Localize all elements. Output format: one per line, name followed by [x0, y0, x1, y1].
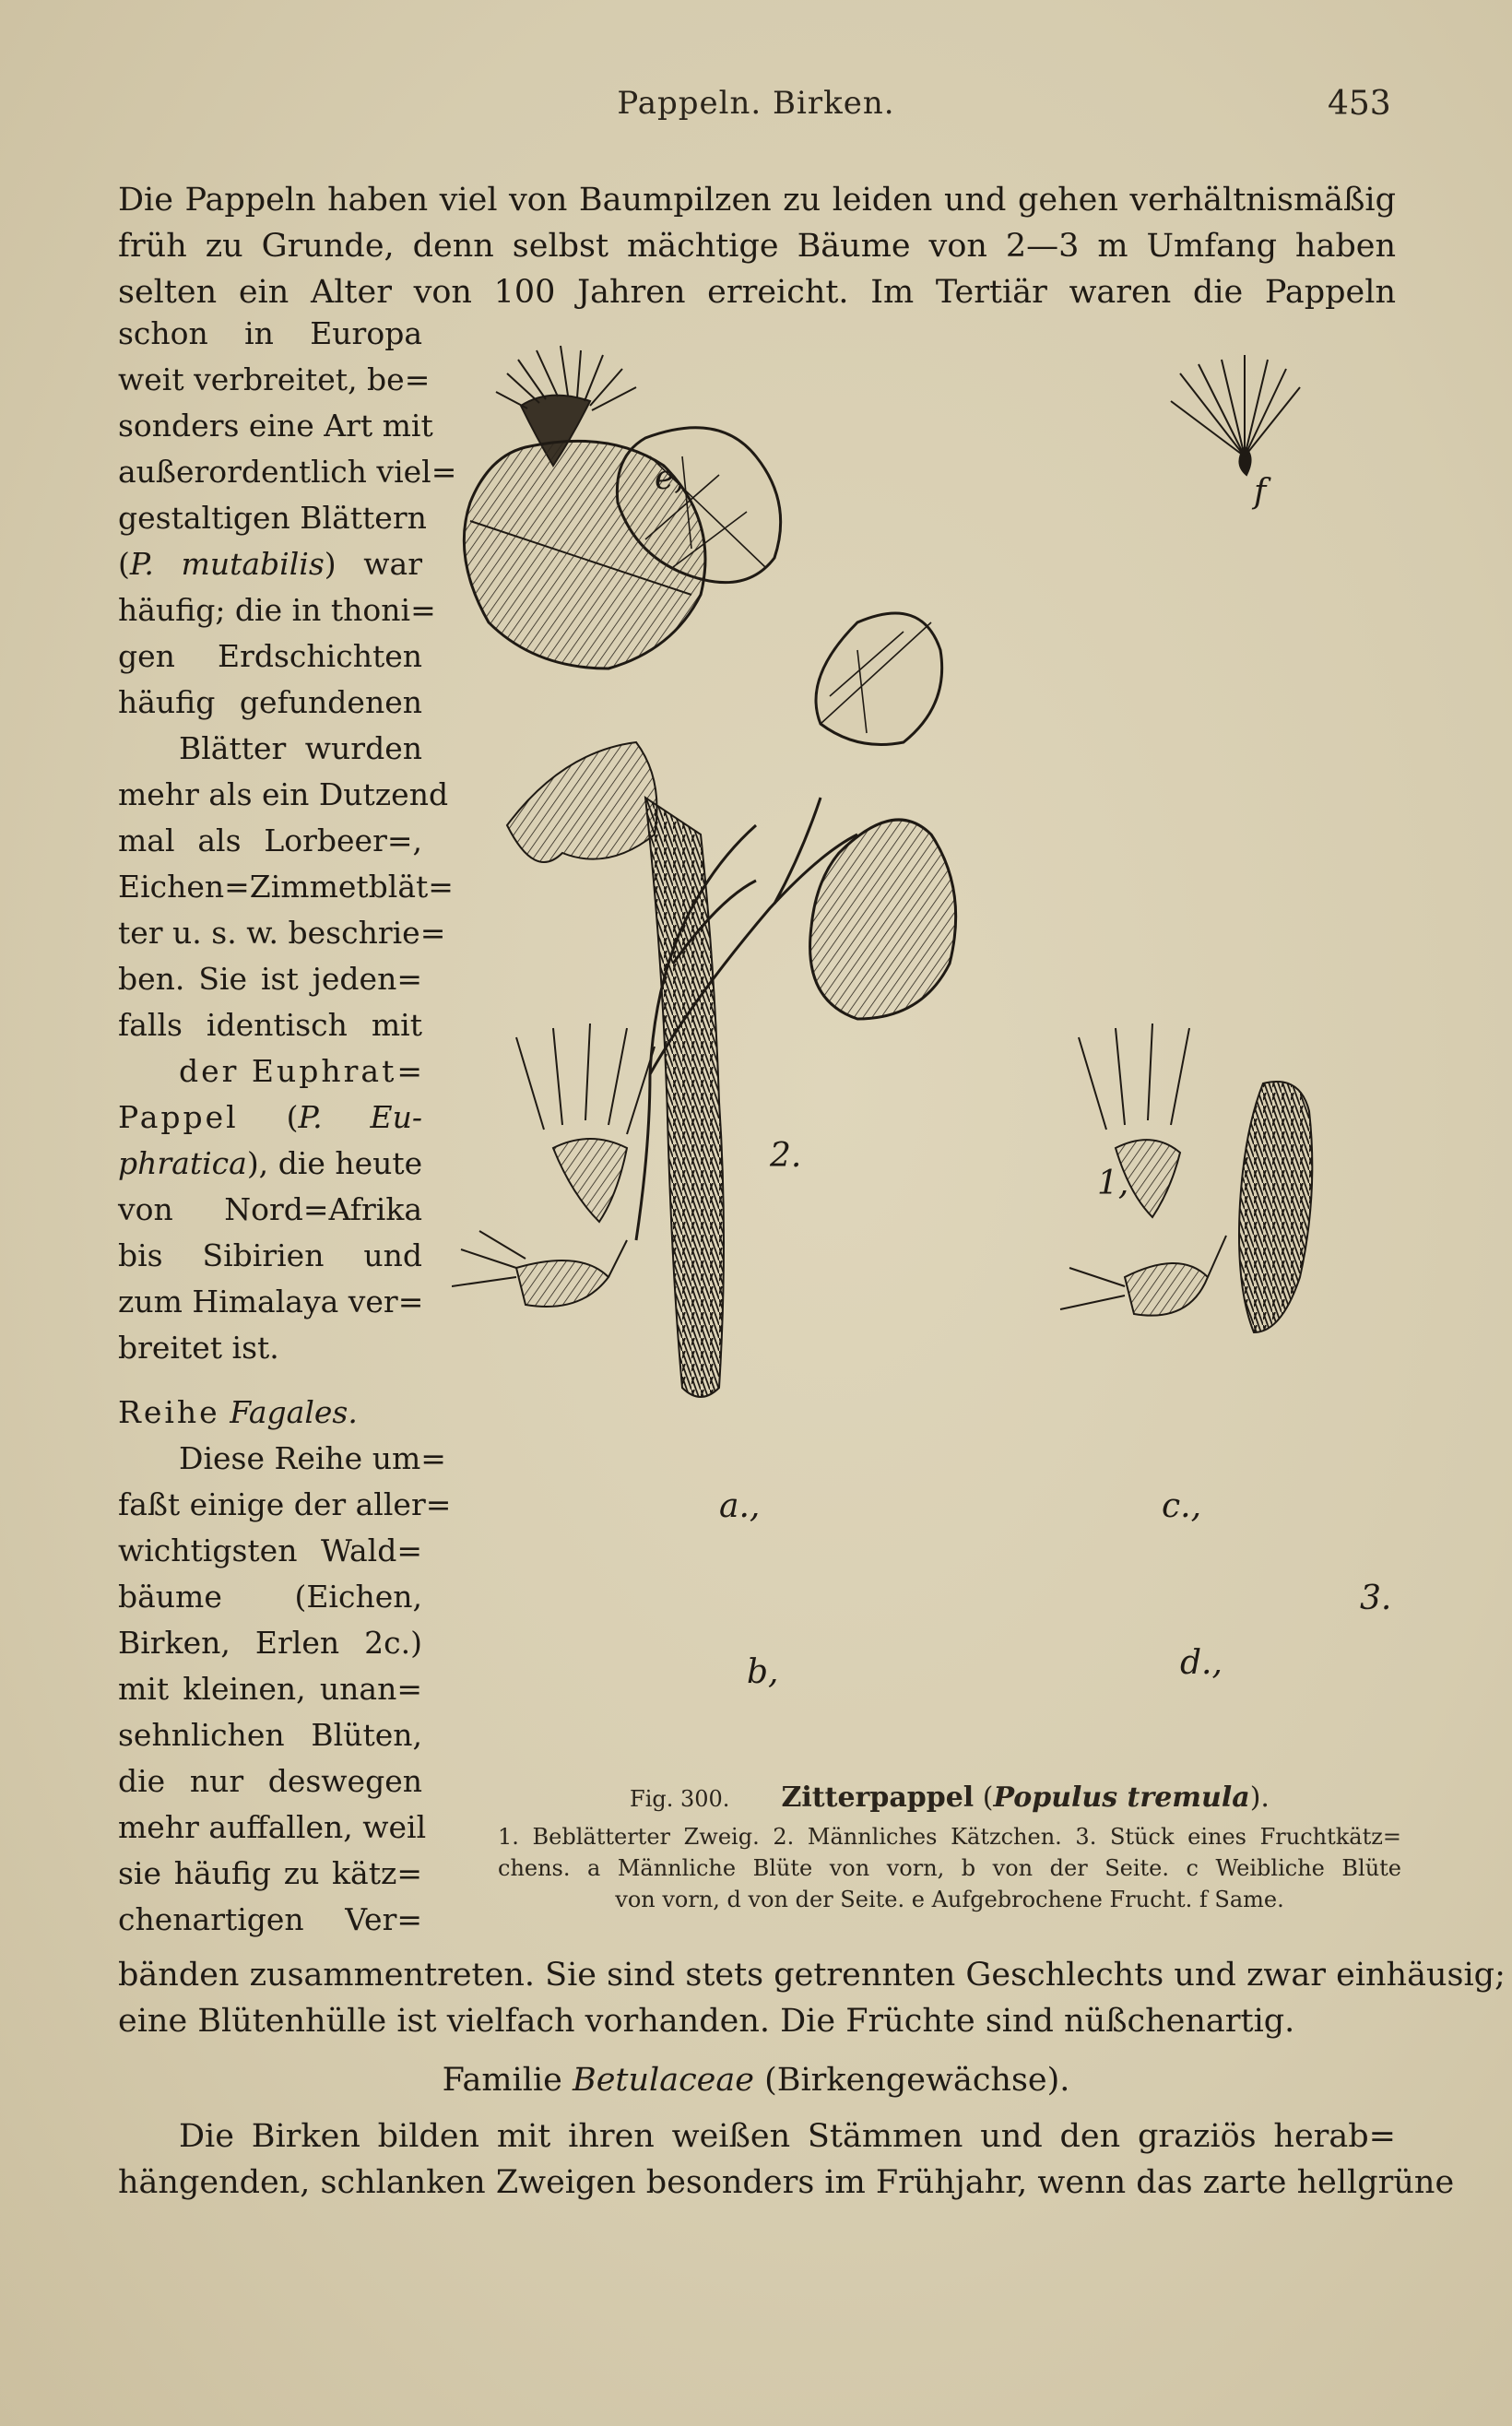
- final-line-1: Die Birken bilden mit ihren weißen Stämmen und den graziös herab=: [179, 2118, 1396, 2155]
- caption-latin-name: Populus tremula: [993, 1781, 1250, 1814]
- column-line: häufig; die in thoni=: [118, 592, 436, 628]
- flower-d-drawing: [1060, 1236, 1226, 1316]
- botanical-illustration: [452, 318, 1401, 1757]
- column-line-euphratica-a: [118, 1095, 422, 1141]
- paren: (: [118, 546, 130, 582]
- seed-f-drawing: [1171, 355, 1300, 475]
- column-line: ter u. s. w. beschrie=: [118, 915, 446, 951]
- label-b: b,: [747, 1653, 779, 1691]
- column-line: chenartigen Ver=: [118, 1901, 422, 1937]
- wrapped-text-column: [118, 311, 457, 1943]
- section-label: Reihe: [118, 1394, 220, 1430]
- paren: (: [286, 1099, 299, 1135]
- caption-line: von vorn, d von der Seite. e Aufgebrochene Frucht. f Same.: [615, 1887, 1284, 1912]
- caption-german-name: Zitterpappel: [781, 1781, 975, 1814]
- column-line: die nur deswegen: [118, 1763, 422, 1799]
- intro-line-2: früh zu Grunde, denn selbst mächtige Bäume von 2—3 m Umfang haben: [118, 228, 1396, 265]
- column-line: häufig gefundenen: [118, 684, 422, 720]
- column-line: mit kleinen, unan=: [118, 1671, 422, 1707]
- column-line: bis Sibirien und: [118, 1237, 422, 1273]
- column-line: mal als Lorbeer=,: [118, 822, 422, 858]
- column-line: mehr auffallen, weil: [118, 1809, 427, 1845]
- caption-title: Fig. 300. Zitterpappel (Populus tremula).: [630, 1781, 1270, 1814]
- flower-c-drawing: [1079, 1024, 1189, 1217]
- latin-name: P. Eu-: [298, 1099, 422, 1135]
- tail-line-1: bänden zusammentreten. Sie sind stets getrennten Geschlechts und zwar einhäusig;: [118, 1957, 1506, 1994]
- column-line: bäume (Eichen,: [118, 1579, 422, 1615]
- column-line: der Euphrat=: [179, 1053, 425, 1089]
- label-e: e,: [655, 459, 685, 497]
- label-fruit-catkin: 3.: [1360, 1580, 1392, 1617]
- label-f: f: [1254, 473, 1267, 511]
- tail-line-2: eine Blütenhülle ist vielfach vorhanden. Die Früchte sind nüßchenartig.: [118, 2003, 1295, 2040]
- label-catkin: 2.: [770, 1137, 802, 1175]
- flower-a-drawing: [516, 1024, 655, 1222]
- column-line-mutabilis: [118, 541, 422, 587]
- latin-name: phratica: [118, 1145, 247, 1181]
- family-name: Betulaceae: [572, 2062, 754, 2099]
- column-line: Diese Reihe um=: [179, 1440, 446, 1476]
- column-line: weit verbreitet, be=: [118, 361, 431, 397]
- paren: ),: [246, 1145, 269, 1181]
- column-line: außerordentlich viel=: [118, 454, 457, 490]
- column-line: gestaltigen Blättern: [118, 500, 427, 536]
- family-prefix: Familie: [442, 2062, 562, 2099]
- intro-line-1: Die Pappeln haben viel von Baumpilzen zu leiden und gehen verhältnismäßig: [118, 182, 1396, 219]
- figure-populus-tremula: [452, 318, 1401, 1757]
- section-heading-reihe: [118, 1390, 422, 1436]
- column-word: die heute: [278, 1145, 423, 1181]
- column-line: breitet ist.: [118, 1330, 279, 1366]
- family-heading: [0, 2062, 1512, 2099]
- column-line: Blätter wurden: [179, 730, 422, 766]
- family-suffix: (Birkengewächse).: [764, 2062, 1070, 2099]
- column-line-euphratica-b: [118, 1141, 422, 1187]
- running-title: Pappeln. Birken.: [617, 85, 895, 122]
- section-name: Fagales.: [230, 1394, 358, 1430]
- fruit-catkin-drawing: [1239, 1082, 1312, 1332]
- page-number: 453: [1328, 85, 1391, 123]
- column-line: wichtigsten Wald=: [118, 1533, 422, 1568]
- latin-name: P. mutabilis: [129, 546, 325, 582]
- column-line: Birken, Erlen 2c.): [118, 1625, 422, 1661]
- column-line: Eichen=Zimmetblät=: [118, 869, 454, 905]
- column-line: gen Erdschichten: [118, 638, 422, 674]
- label-c: c.,: [1162, 1487, 1202, 1525]
- label-branch: 1,: [1097, 1165, 1129, 1202]
- caption-line: 1. Beblätterter Zweig. 2. Männliches Kätzchen. 3. Stück eines Fruchtkätz=: [498, 1824, 1401, 1850]
- column-line: mehr als ein Dutzend: [118, 776, 449, 812]
- column-line: sehnlichen Blüten,: [118, 1717, 422, 1753]
- caption-line: chens. a Männliche Blüte von vorn, b von der Seite. c Weibliche Blüte: [498, 1855, 1401, 1881]
- column-line: sonders eine Art mit: [118, 408, 433, 444]
- column-word: Pappel: [118, 1099, 239, 1135]
- caption-body: [498, 1821, 1401, 1915]
- column-line: falls identisch mit: [118, 1007, 422, 1043]
- column-line: zum Himalaya ver=: [118, 1284, 424, 1320]
- column-line: von Nord=Afrika: [118, 1191, 422, 1227]
- column-line: sie häufig zu kätz=: [118, 1855, 422, 1891]
- label-a: a.,: [719, 1487, 761, 1525]
- label-d: d.,: [1180, 1644, 1223, 1682]
- column-line: ben. Sie ist jeden=: [118, 961, 422, 997]
- final-line-2: hängenden, schlanken Zweigen besonders im Frühjahr, wenn das zarte hellgrüne: [118, 2164, 1455, 2201]
- figure-number: Fig. 300.: [630, 1786, 730, 1812]
- figure-caption: [498, 1780, 1401, 1915]
- intro-line-3: selten ein Alter von 100 Jahren erreicht. Im Tertiär waren die Pappeln: [118, 274, 1396, 311]
- paren: ) war: [324, 546, 423, 582]
- column-line: faßt einige der aller=: [118, 1486, 452, 1522]
- flower-b-drawing: [452, 1231, 627, 1307]
- column-line: schon in Europa: [118, 315, 422, 351]
